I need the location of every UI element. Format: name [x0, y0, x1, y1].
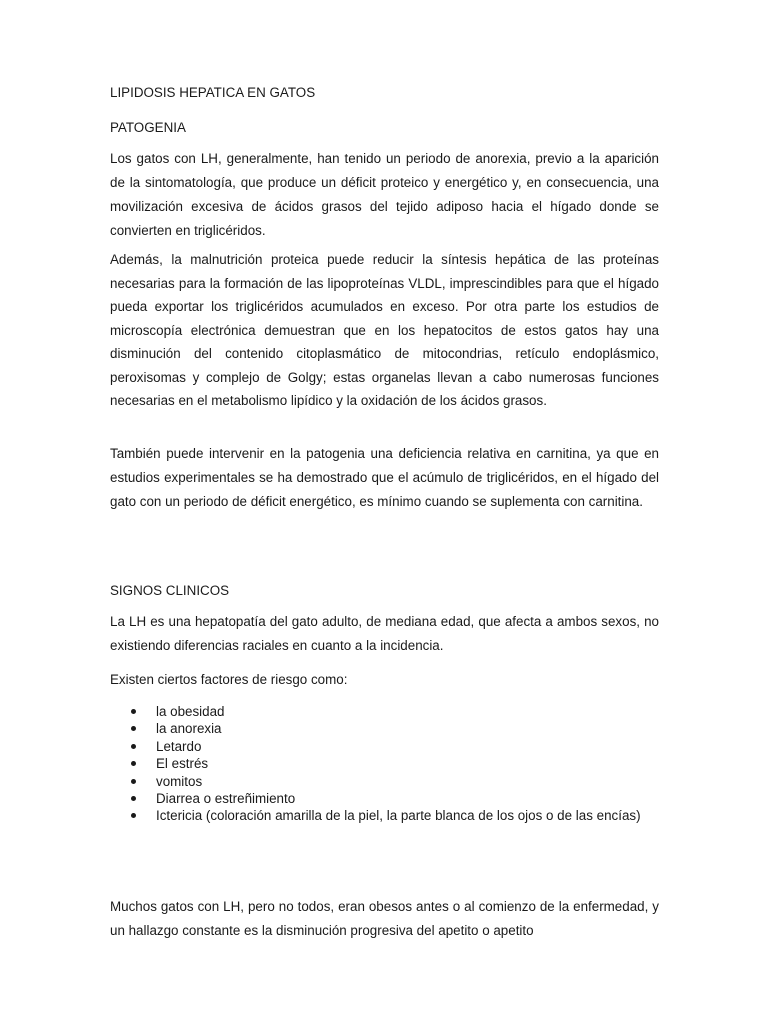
risk-factors-intro: Existen ciertos factores de riesgo como: [110, 672, 348, 687]
bullet-icon [131, 709, 136, 714]
list-item-text: Letardo [156, 738, 202, 754]
section-heading-signos-clinicos: SIGNOS CLINICOS [110, 583, 230, 598]
list-item [110, 804, 659, 828]
bullet-icon [131, 726, 136, 731]
list-item-text: El estrés [156, 756, 209, 772]
risk-factors-list [110, 703, 659, 828]
signos-paragraph-2: Muchos gatos con LH, pero no todos, eran obesos antes o al comienzo de la enfermedad, y un hallazgo constante es la disminución progresiva del apetito o apetito [110, 899, 659, 938]
bullet-icon [131, 796, 136, 801]
list-item-text: vomitos [156, 773, 203, 789]
list-item [110, 720, 659, 737]
list-item [110, 703, 659, 720]
list-item-text: Diarrea o estreñimiento [156, 791, 296, 807]
bullet-icon [131, 813, 136, 818]
list-item [110, 755, 659, 772]
list-item-text: la obesidad [156, 704, 225, 719]
bullet-icon [131, 779, 136, 784]
section-heading-patogenia: PATOGENIA [110, 120, 186, 135]
patogenia-paragraph-1: Los gatos con LH, generalmente, han tenido un periodo de anorexia, previo a la aparición de la sintomatología, que produce un déficit proteico y energético y, en consecuencia, una movilización excesiva de ácidos grasos del tejido adiposo hacia el hígado donde se convierten en triglicéridos. [110, 151, 659, 238]
list-item [110, 773, 659, 790]
bullet-icon [131, 761, 136, 766]
list-item-text: Ictericia (coloración amarilla de la piel, la parte blanca de los ojos o de las encías) [156, 808, 641, 824]
signos-paragraph-1: La LH es una hepatopatía del gato adulto, de mediana edad, que afecta a ambos sexos, no existiendo diferencias raciales en cuanto a la incidencia. [110, 614, 659, 653]
patogenia-paragraph-2: Además, la malnutrición proteica puede reducir la síntesis hepática de las proteínas necesarias para la formación de las lipoproteínas VLDL, imprescindibles para que el hígado pueda exportar los triglicéridos acumulados en exceso. Por otra parte los estudios de microscopía electrónica demuestran que en los hepatocitos de estos gatos hay una disminución del contenido citoplasmático de mitocondrias, retículo endoplásmico, peroxisomas y complejo de Golgy; estas organelas llevan a cabo numerosas funciones necesarias en el metabolismo lipídico y la oxidación de los ácidos grasos. [110, 252, 659, 408]
list-item [110, 738, 659, 755]
bullet-icon [131, 744, 136, 749]
list-item-text: la anorexia [156, 721, 222, 737]
patogenia-paragraph-3: También puede intervenir en la patogenia una deficiencia relativa en carnitina, ya que en estudios experimentales se ha demostrado que el acúmulo de triglicéridos, en el hígado del gato con un periodo de déficit energético, es mínimo cuando se suplementa con carnitina. [110, 446, 659, 509]
document-title: LIPIDOSIS HEPATICA EN GATOS [110, 85, 316, 100]
